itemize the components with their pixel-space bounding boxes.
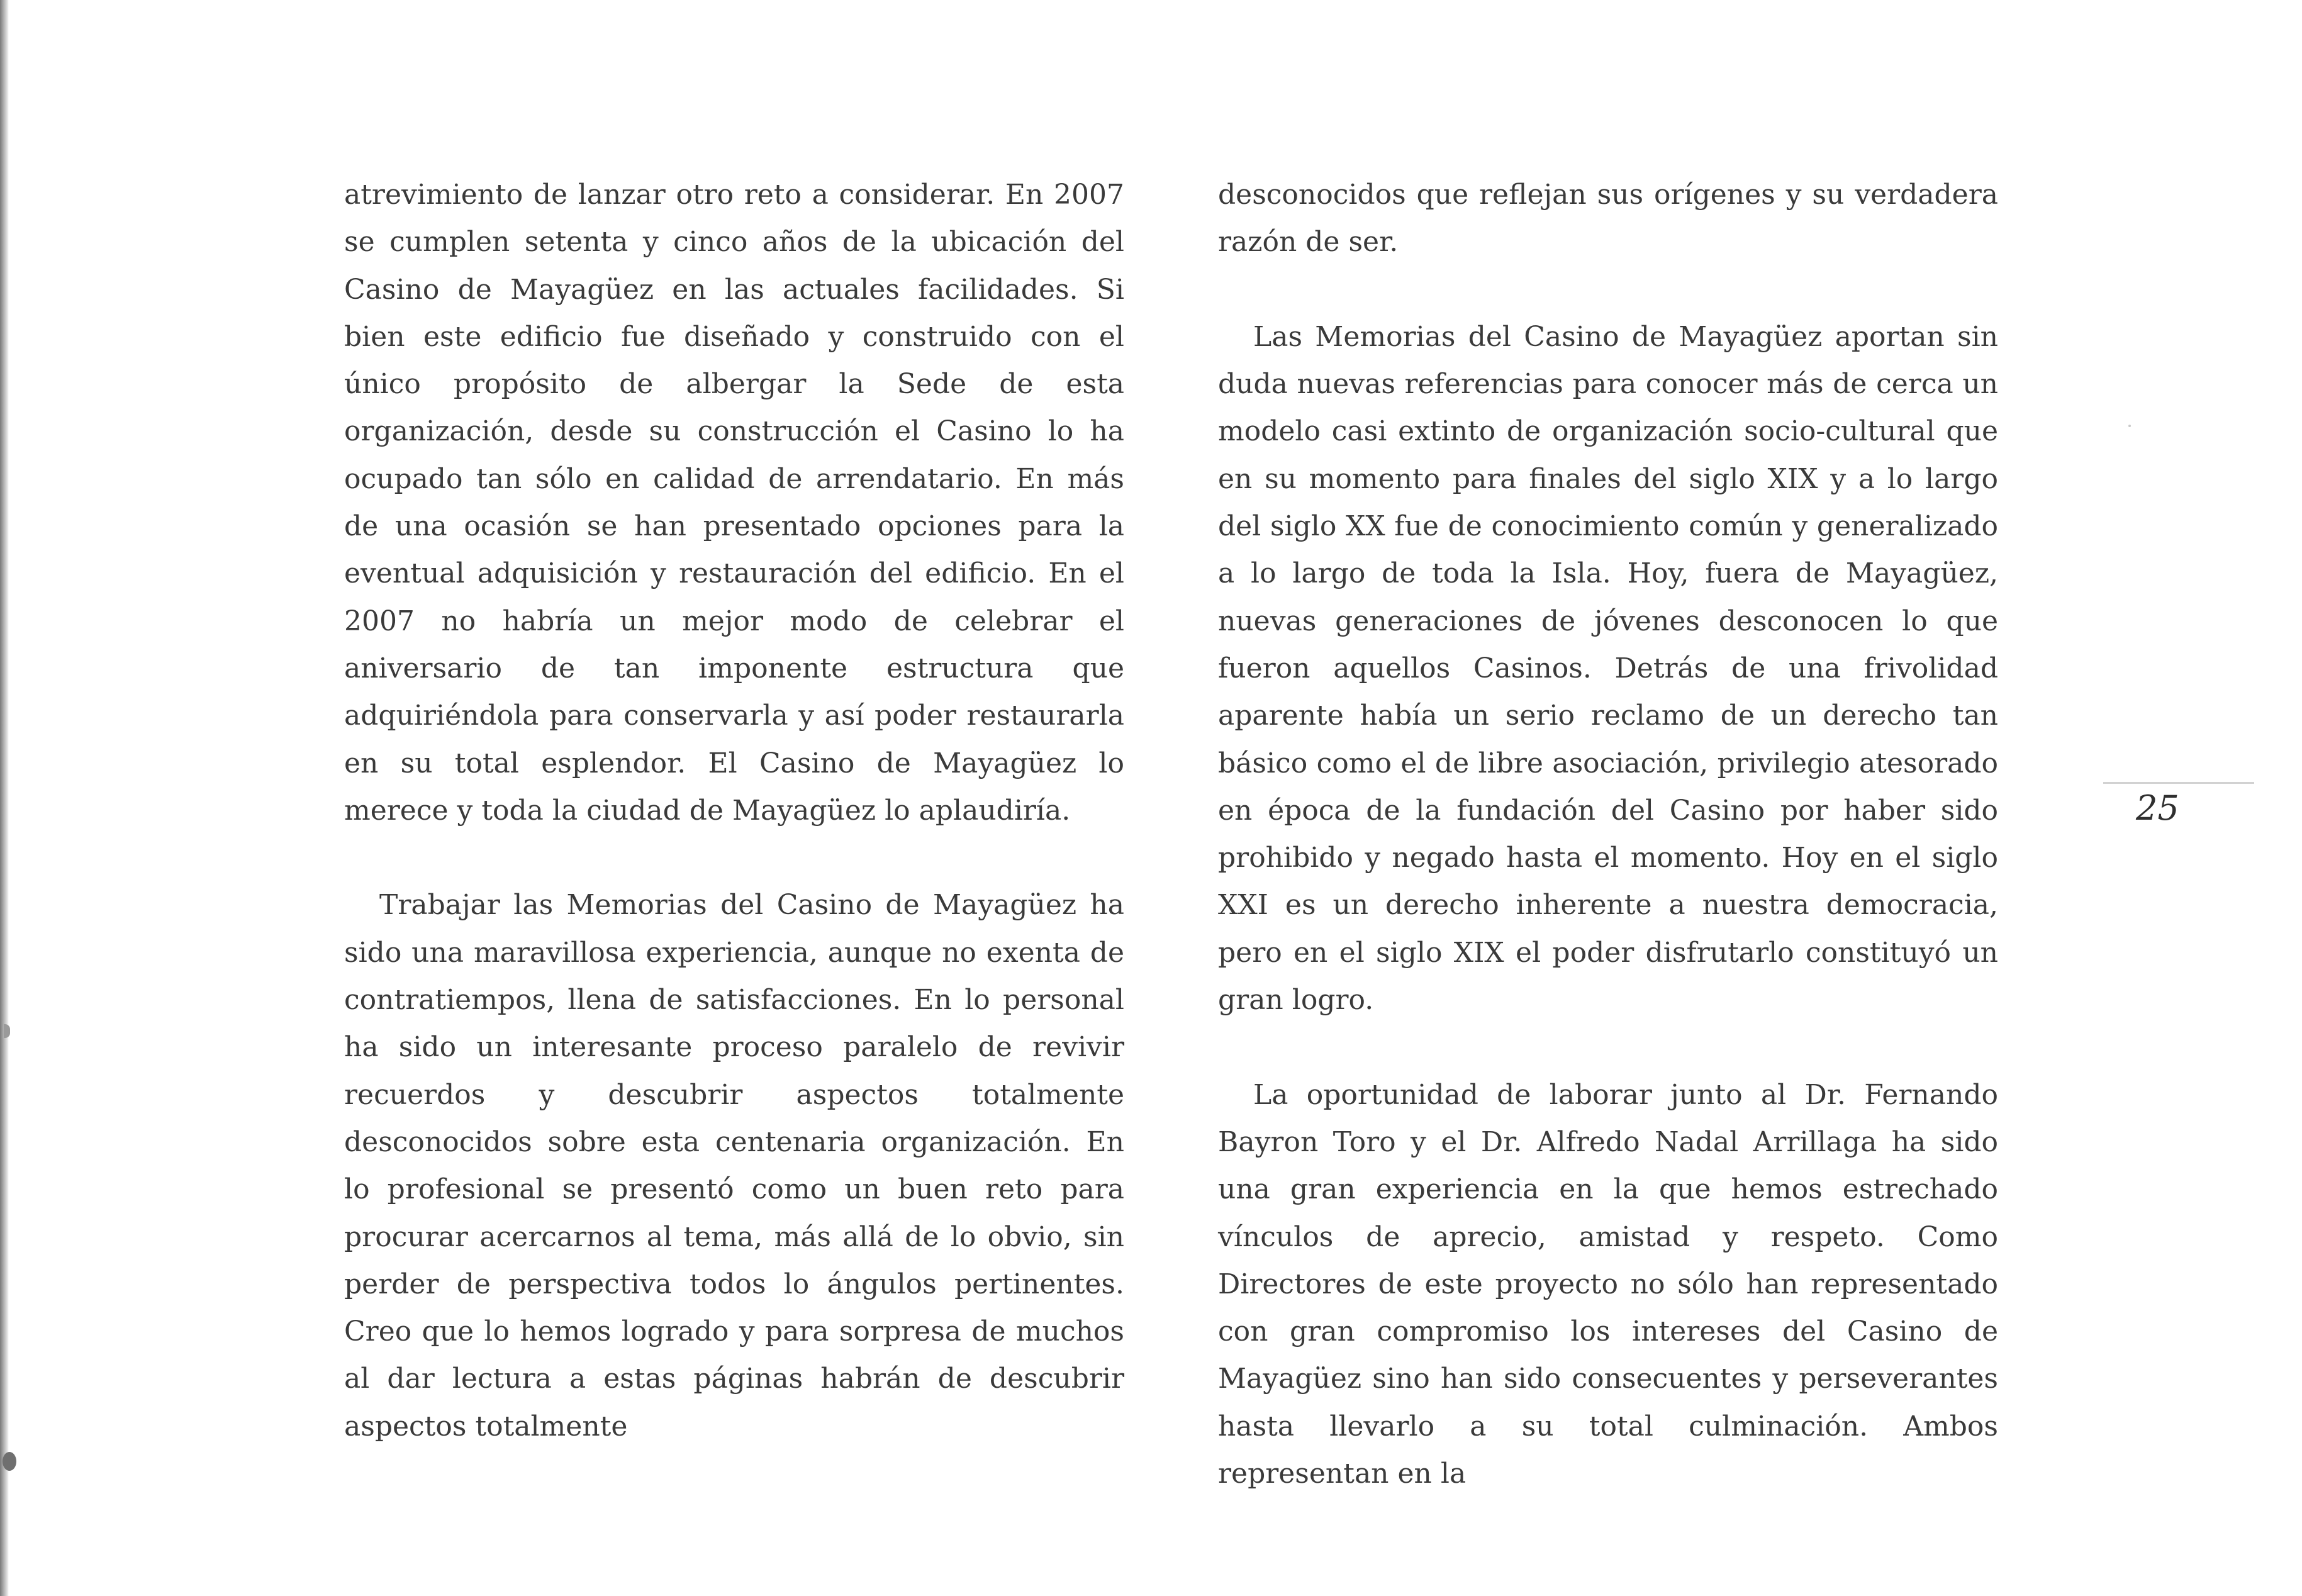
left-paragraph-2: Trabajar las Memorias del Casino de Mayagüez ha sido una maravillosa experiencia, aunque no exenta de contratiempos, llena de satisfacciones. En lo personal ha sido un interesante proceso paralelo de revivir recuerdos y descubrir aspectos totalmente desconocidos sobre esta centenaria organización. En lo profesional se presentó como un buen reto para procurar acercarnos al tema, más allá de lo obvio, sin perder de perspectiva todos lo ángulos pertinentes. Creo que lo hemos logrado y para sorpresa de muchos al dar lectura a estas páginas habrán de descubrir aspectos totalmente: [344, 889, 1124, 1443]
book-spine-edge: [0, 0, 9, 1596]
page-number: 25: [2136, 788, 2179, 828]
binding-mark: [4, 1024, 10, 1038]
right-paragraph-3: La oportunidad de laborar junto al Dr. Fernando Bayron Toro y el Dr. Alfredo Nadal Arrillaga ha sido una gran experiencia en la que hemos estrechado vínculos de aprecio, amistad y respeto. Como Directores de este proyecto no sólo han representado con gran compromiso los intereses del Casino de Mayagüez sino han sido consecuentes y perseverantes hasta llevarlo a su total culminación. Ambos representan en la: [1218, 1078, 1998, 1490]
left-paragraph-1: atrevimiento de lanzar otro reto a considerar. En 2007 se cumplen setenta y cinco años de la ubicación del Casino de Mayagüez en las actuales facilidades. Si bien este edificio fue diseñado y construido con el único propósito de albergar la Sede de esta organización, desde su construcción el Casino lo ha ocupado tan sólo en calidad de arrendatario. En más de una ocasión se han presentado opciones para la eventual adquisición y restauración del edificio. En el 2007 no habría un mejor modo de celebrar el aniversario de tan imponente estructura que adquiriéndola para conservarla y así poder restaurarla en su total esplendor. El Casino de Mayagüez lo merece y toda la ciudad de Mayagüez lo aplaudiría.: [344, 179, 1124, 827]
left-text-column: [344, 171, 1124, 1450]
page-number-rule: [2103, 782, 2254, 784]
binding-hole: [3, 1452, 16, 1471]
paper-speck: [2128, 425, 2131, 427]
right-paragraph-1: desconocidos que reflejan sus orígenes y su verdadera razón de ser.: [1218, 179, 1998, 259]
right-paragraph-2: Las Memorias del Casino de Mayagüez aportan sin duda nuevas referencias para conocer más de cerca un modelo casi extinto de organización socio-cultural que en su momento para finales del siglo XIX y a lo largo del siglo XX fue de conocimiento común y generalizado a lo largo de toda la Isla. Hoy, fuera de Mayagüez, nuevas generaciones de jóvenes desconocen lo que fueron aquellos Casinos. Detrás de una frivolidad aparente había un serio reclamo de un derecho tan básico como el de libre asociación, privilegio atesorado en época de la fundación del Casino por haber sido prohibido y negado hasta el momento. Hoy en el siglo XXI es un derecho inherente a nuestra democracia, pero en el siglo XIX el poder disfrutarlo constituyó un gran logro.: [1218, 320, 1998, 1017]
right-text-column: [1218, 171, 1998, 1497]
